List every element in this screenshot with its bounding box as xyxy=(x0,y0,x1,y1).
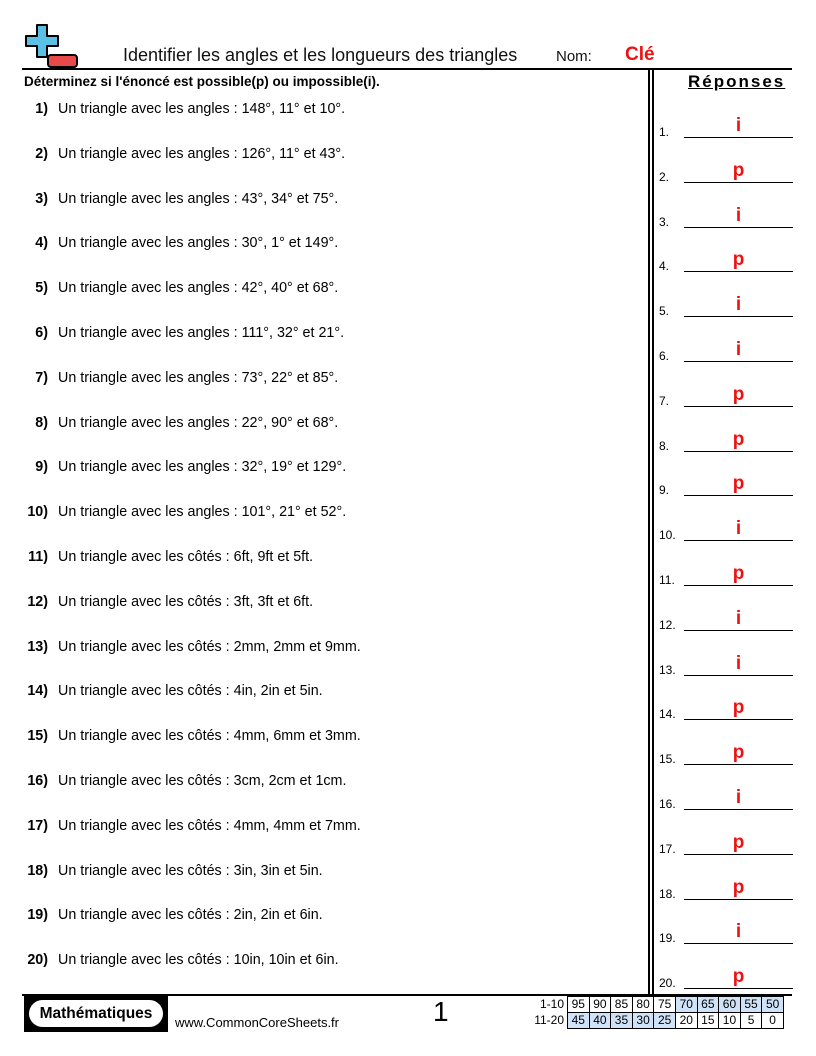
answer-item xyxy=(659,205,793,229)
score-cell: 55 xyxy=(740,997,762,1013)
score-cell: 90 xyxy=(589,997,611,1013)
answer-item xyxy=(659,742,793,766)
question-text: Un triangle avec les côtés : 4mm, 6mm et 3mm. xyxy=(58,728,361,745)
answer-number: 8. xyxy=(659,438,670,453)
answer-number: 15. xyxy=(659,752,676,767)
question-item xyxy=(0,280,640,300)
answer-number: 12. xyxy=(659,617,676,632)
question-number: 18) xyxy=(27,862,48,879)
answer-line xyxy=(684,899,793,900)
question-number: 17) xyxy=(27,817,48,834)
score-row xyxy=(528,1013,783,1029)
answer-line xyxy=(684,675,793,676)
score-cell: 40 xyxy=(589,1013,611,1029)
answer-value: i xyxy=(735,787,742,808)
score-cell: 35 xyxy=(611,1013,633,1029)
answer-item xyxy=(659,339,793,363)
question-number: 5) xyxy=(35,280,48,297)
answer-value: i xyxy=(735,339,742,360)
score-cell: 95 xyxy=(568,997,590,1013)
answer-item xyxy=(659,384,793,408)
question-number: 11) xyxy=(28,549,48,565)
question-item xyxy=(0,504,640,524)
question-number: 1) xyxy=(35,101,48,117)
answer-value: i xyxy=(735,652,742,674)
answer-item xyxy=(659,966,793,990)
answer-line xyxy=(684,809,793,810)
question-text: Un triangle avec les angles : 32°, 19° et 129°. xyxy=(58,459,347,476)
score-table xyxy=(528,996,784,1029)
question-number: 9) xyxy=(35,459,48,476)
answer-value: i xyxy=(735,204,742,226)
question-item xyxy=(0,101,640,121)
question-text: Un triangle avec les angles : 43°, 34° et 75°. xyxy=(58,190,339,207)
answer-number: 6. xyxy=(659,349,670,363)
answer-line xyxy=(684,495,793,496)
answer-item xyxy=(659,832,793,856)
question-text: Un triangle avec les côtés : 3cm, 2cm et 1cm. xyxy=(58,773,347,789)
score-row xyxy=(528,997,783,1013)
score-cell: 50 xyxy=(762,997,784,1013)
answer-value: i xyxy=(735,294,742,316)
answer-item xyxy=(659,294,793,318)
score-cell: 25 xyxy=(654,1013,676,1029)
answer-item xyxy=(659,877,793,901)
score-cell: 0 xyxy=(762,1013,784,1029)
answer-line xyxy=(684,585,793,586)
question-item xyxy=(0,728,640,748)
score-cell: 45 xyxy=(568,1013,590,1029)
answer-value: p xyxy=(732,473,745,495)
answer-number: 10. xyxy=(659,528,676,543)
question-text: Un triangle avec les angles : 42°, 40° et 68°. xyxy=(58,280,339,297)
answer-value: i xyxy=(735,518,742,540)
question-item xyxy=(0,146,640,166)
question-text: Un triangle avec les angles : 22°, 90° et 68°. xyxy=(58,414,339,431)
plus-minus-icon xyxy=(24,24,78,68)
question-text: Un triangle avec les angles : 101°, 21° et 52°. xyxy=(58,504,347,521)
answer-number: 11. xyxy=(659,573,675,587)
question-item xyxy=(0,863,640,883)
score-cell: 65 xyxy=(697,997,719,1013)
question-number: 8) xyxy=(35,414,48,431)
answer-value: i xyxy=(735,115,742,136)
answer-line xyxy=(684,540,793,541)
answer-item xyxy=(659,473,793,497)
answer-line xyxy=(684,764,793,765)
answer-line xyxy=(684,719,793,720)
score-cell: 5 xyxy=(740,1013,762,1029)
question-number: 10) xyxy=(27,504,48,521)
answer-item xyxy=(659,608,793,632)
site-url: www.CommonCoreSheets.fr xyxy=(175,1015,339,1030)
answer-number: 1. xyxy=(659,125,670,139)
score-cell: 20 xyxy=(675,1013,697,1029)
question-number: 15) xyxy=(27,728,48,745)
answer-value: p xyxy=(732,966,745,988)
answer-line xyxy=(684,630,793,631)
question-item xyxy=(0,639,640,659)
page-number: 1 xyxy=(433,996,449,1027)
answer-item xyxy=(659,160,793,184)
answer-line xyxy=(684,361,793,362)
answer-line xyxy=(684,451,793,452)
score-cell: 60 xyxy=(719,997,741,1013)
answer-line xyxy=(684,271,793,272)
answer-line xyxy=(684,316,793,317)
score-cell: 80 xyxy=(632,997,654,1013)
score-cell: 10 xyxy=(719,1013,741,1029)
question-item xyxy=(0,549,640,569)
question-text: Un triangle avec les angles : 126°, 11° et 43°. xyxy=(58,145,346,162)
question-text: Un triangle avec les côtés : 3ft, 3ft et 6ft. xyxy=(58,593,314,610)
question-item xyxy=(0,952,640,972)
question-item xyxy=(0,818,640,838)
question-item xyxy=(0,370,640,390)
score-cell: 85 xyxy=(611,997,633,1013)
question-number: 7) xyxy=(35,369,48,386)
worksheet-title: Identifier les angles et les longueurs des triangles xyxy=(123,45,518,65)
answer-number: 20. xyxy=(659,976,676,991)
answer-number: 9. xyxy=(659,483,670,498)
answer-line xyxy=(684,227,793,228)
score-cell: 70 xyxy=(675,997,697,1013)
question-item xyxy=(0,235,640,255)
question-text: Un triangle avec les côtés : 3in, 3in et 5in. xyxy=(58,862,323,879)
question-text: Un triangle avec les angles : 111°, 32° et 21°. xyxy=(58,325,345,341)
answer-value: p xyxy=(732,249,745,271)
question-number: 3) xyxy=(35,190,48,207)
question-item xyxy=(0,683,640,703)
header-rule xyxy=(22,68,792,70)
question-text: Un triangle avec les côtés : 10in, 10in et 6in. xyxy=(58,952,339,969)
name-label: Nom: xyxy=(556,48,592,65)
question-number: 19) xyxy=(27,907,48,924)
answer-value: p xyxy=(732,697,745,719)
question-number: 14) xyxy=(27,683,48,700)
answer-number: 4. xyxy=(659,259,670,274)
answer-number: 19. xyxy=(659,931,676,946)
answer-value: p xyxy=(732,563,745,584)
answer-value: p xyxy=(732,159,745,181)
score-cell: 15 xyxy=(697,1013,719,1029)
answer-value: p xyxy=(732,876,745,898)
score-cell: 30 xyxy=(632,1013,654,1029)
answer-item xyxy=(659,429,793,453)
brand-label: Mathématiques xyxy=(29,1000,163,1027)
answer-item xyxy=(659,921,793,945)
question-item xyxy=(0,773,640,793)
answer-number: 5. xyxy=(659,304,670,319)
name-value: Clé xyxy=(625,44,655,65)
answer-value: p xyxy=(732,383,745,405)
answer-number: 2. xyxy=(659,169,670,184)
answer-item xyxy=(659,249,793,273)
question-text: Un triangle avec les angles : 30°, 1° et 149°. xyxy=(58,235,339,252)
question-text: Un triangle avec les côtés : 4mm, 4mm et 7mm. xyxy=(58,817,361,834)
answer-number: 16. xyxy=(659,797,676,811)
answer-item xyxy=(659,115,793,139)
question-number: 20) xyxy=(27,952,48,969)
answer-value: p xyxy=(732,831,745,853)
question-number: 4) xyxy=(35,235,48,252)
answer-value: i xyxy=(735,921,742,943)
question-item xyxy=(0,325,640,345)
answer-number: 3. xyxy=(659,214,670,229)
score-row-label: 11-20 xyxy=(534,1013,564,1027)
answers-title: Réponses xyxy=(688,72,786,91)
instructions: Déterminez si l'énoncé est possible(p) ou impossible(i). xyxy=(24,74,380,89)
answer-line xyxy=(684,854,793,855)
answer-item xyxy=(659,563,793,587)
question-text: Un triangle avec les côtés : 2mm, 2mm et 9mm. xyxy=(58,638,361,655)
answer-item xyxy=(659,787,793,811)
question-item xyxy=(0,907,640,927)
question-item xyxy=(0,459,640,479)
question-text: Un triangle avec les angles : 148°, 11° et 10°. xyxy=(58,101,346,117)
answer-item xyxy=(659,697,793,721)
question-number: 13) xyxy=(27,638,48,655)
question-number: 6) xyxy=(35,325,48,341)
score-row-label: 1-10 xyxy=(539,997,564,1011)
answer-value: i xyxy=(735,607,742,629)
answer-line xyxy=(684,988,793,989)
answer-line xyxy=(684,182,793,183)
question-number: 16) xyxy=(27,773,48,789)
answer-number: 17. xyxy=(659,841,676,856)
answer-number: 14. xyxy=(659,707,676,722)
answer-line xyxy=(684,943,793,944)
question-item xyxy=(0,191,640,211)
question-item xyxy=(0,594,640,614)
answer-value: p xyxy=(732,428,745,450)
question-text: Un triangle avec les côtés : 2in, 2in et 6in. xyxy=(58,907,323,924)
question-text: Un triangle avec les angles : 73°, 22° et 85°. xyxy=(58,369,339,386)
answer-number: 13. xyxy=(659,662,676,677)
answer-value: p xyxy=(732,742,745,764)
answer-line xyxy=(684,406,793,407)
answer-item xyxy=(659,653,793,677)
answer-number: 18. xyxy=(659,886,676,901)
question-text: Un triangle avec les côtés : 4in, 2in et 5in. xyxy=(58,683,323,700)
answer-line xyxy=(684,137,793,138)
answer-number: 7. xyxy=(659,393,670,408)
question-text: Un triangle avec les côtés : 6ft, 9ft et 5ft. xyxy=(58,549,314,565)
score-cell: 75 xyxy=(654,997,676,1013)
question-number: 12) xyxy=(27,593,48,610)
question-item xyxy=(0,415,640,435)
question-number: 2) xyxy=(35,145,48,162)
answer-item xyxy=(659,518,793,542)
column-divider xyxy=(648,70,654,994)
